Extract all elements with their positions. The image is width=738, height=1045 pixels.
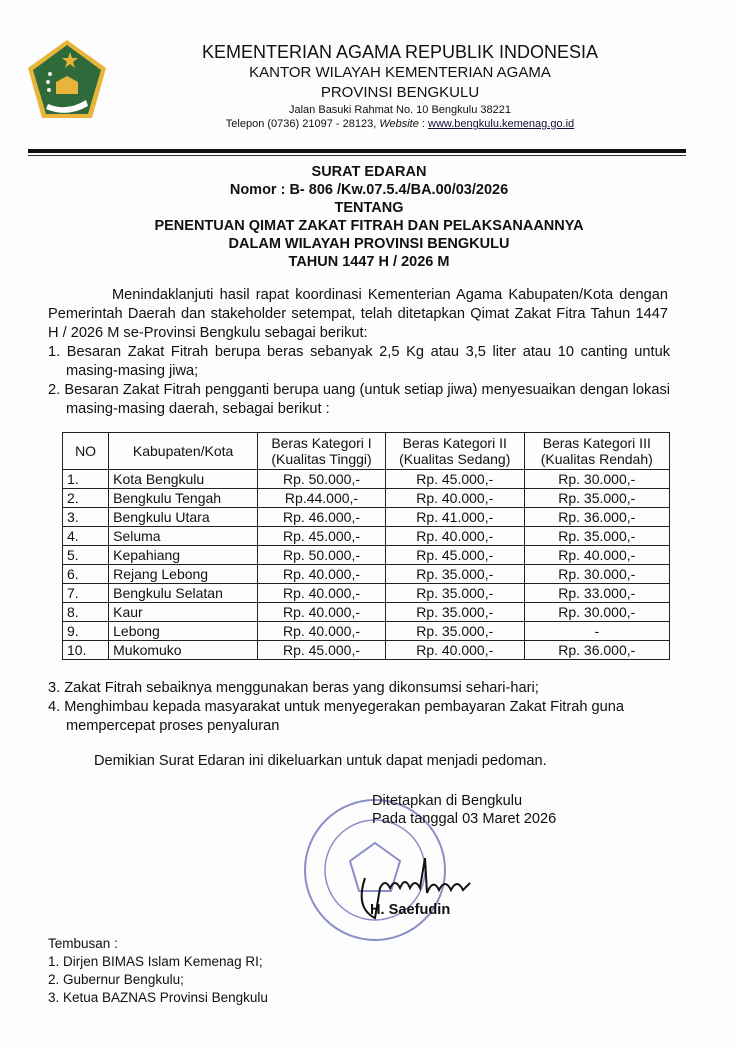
signatory-name: H. Saefudin	[370, 902, 451, 918]
zakat-rate-table	[62, 432, 670, 660]
rate-cell: Rp. 35.000,-	[524, 489, 669, 508]
rate-cell: Rp. 40.000,-	[385, 641, 524, 660]
doc-subject-3: TAHUN 1447 H / 2026 M	[288, 254, 450, 270]
ministry-logo	[26, 38, 108, 122]
rate-cell: Rp. 45.000,-	[258, 527, 386, 546]
rate-cell: Rp. 35.000,-	[385, 584, 524, 603]
regency-name: Kepahiang	[109, 546, 258, 565]
rate-cell: Rp. 30.000,-	[524, 470, 669, 489]
rate-cell: Rp. 40.000,-	[258, 584, 386, 603]
letterhead-office: KANTOR WILAYAH KEMENTERIAN AGAMA	[249, 64, 551, 81]
point-1: 1. Besaran Zakat Fitrah berupa beras sebanyak 2,5 Kg atau 3,5 liter atau 10 canting untuk masing-masing jiwa;	[48, 344, 670, 379]
row-number: 1.	[63, 470, 109, 489]
intro-paragraph: Menindaklanjuti hasil rapat koordinasi Kementerian Agama Kabupaten/Kota dengan Pemerintah Daerah dan stakeholder setempat, telah ditetapkan Qimat Zakat Fitra Tahun 1447 H / 2026 M se-Provinsi Bengkulu sebagai berikut:	[48, 287, 668, 341]
website-label: Website	[379, 118, 419, 130]
table-row	[63, 508, 670, 527]
regency-name: Rejang Lebong	[109, 565, 258, 584]
rate-cell: Rp. 50.000,-	[258, 546, 386, 565]
regency-name: Bengkulu Utara	[109, 508, 258, 527]
rate-cell: Rp. 50.000,-	[258, 470, 386, 489]
rate-cell: Rp. 35.000,-	[524, 527, 669, 546]
carbon-copy	[48, 935, 268, 1007]
letterhead-province: PROVINSI BENGKULU	[320, 84, 480, 101]
regency-name: Bengkulu Tengah	[109, 489, 258, 508]
table-row	[63, 546, 670, 565]
row-number: 6.	[63, 565, 109, 584]
rate-cell: Rp. 40.000,-	[385, 527, 524, 546]
regency-name: Kaur	[109, 603, 258, 622]
cc-label: Tembusan :	[48, 936, 118, 951]
regency-name: Bengkulu Selatan	[109, 584, 258, 603]
rate-cell: Rp. 35.000,-	[385, 603, 524, 622]
table-row	[63, 622, 670, 641]
rate-cell: Rp. 35.000,-	[385, 622, 524, 641]
signing-date: Pada tanggal 03 Maret 2026	[372, 811, 557, 827]
rate-cell: Rp. 33.000,-	[524, 584, 669, 603]
doc-subject-2: DALAM WILAYAH PROVINSI BENGKULU	[228, 236, 510, 252]
rate-cell: Rp.44.000,-	[258, 489, 386, 508]
point-2: 2. Besaran Zakat Fitrah pengganti berupa uang (untuk setiap jiwa) menyesuaikan dengan lokasi masing-masing daerah, sebagai berikut :	[48, 382, 670, 417]
table-row	[63, 641, 670, 660]
rate-cell: Rp. 40.000,-	[258, 603, 386, 622]
point-4: 4. Menghimbau kepada masyarakat untuk menyegerakan pembayaran Zakat Fitrah guna mempercepat proses penyaluran	[48, 699, 624, 734]
rate-cell: Rp. 36.000,-	[524, 641, 669, 660]
regency-name: Seluma	[109, 527, 258, 546]
column-header: NO	[63, 433, 109, 470]
phone: Telepon (0736) 21097 - 28123,	[225, 118, 380, 130]
table-row	[63, 527, 670, 546]
table-row	[63, 470, 670, 489]
column-header: Beras Kategori II (Kualitas Sedang)	[385, 433, 524, 470]
row-number: 8.	[63, 603, 109, 622]
regency-name: Mukomuko	[109, 641, 258, 660]
cc-item: 3. Ketua BAZNAS Provinsi Bengkulu	[48, 990, 268, 1005]
row-number: 3.	[63, 508, 109, 527]
rate-cell: Rp. 40.000,-	[524, 546, 669, 565]
regency-name: Kota Bengkulu	[109, 470, 258, 489]
letterhead-ministry: KEMENTERIAN AGAMA REPUBLIK INDONESIA	[201, 42, 599, 62]
column-header: Beras Kategori I (Kualitas Tinggi)	[258, 433, 386, 470]
website-link[interactable]: www.bengkulu.kemenag.go.id	[428, 118, 575, 130]
letterhead-rule-thin	[28, 155, 686, 156]
rate-cell: Rp. 41.000,-	[385, 508, 524, 527]
rate-cell: -	[524, 622, 669, 641]
signing-place: Ditetapkan di Bengkulu	[372, 793, 523, 809]
rate-cell: Rp. 30.000,-	[524, 603, 669, 622]
cc-item: 1. Dirjen BIMAS Islam Kemenag RI;	[48, 954, 263, 969]
rate-cell: Rp. 45.000,-	[385, 470, 524, 489]
rate-cell: Rp. 45.000,-	[258, 641, 386, 660]
column-header: Beras Kategori III (Kualitas Rendah)	[524, 433, 669, 470]
rate-cell: Rp. 45.000,-	[385, 546, 524, 565]
rate-cell: Rp. 40.000,-	[258, 565, 386, 584]
table-row	[63, 603, 670, 622]
table-row	[63, 565, 670, 584]
doc-subject-1: PENENTUAN QIMAT ZAKAT FITRAH DAN PELAKSANAANNYA	[154, 218, 584, 234]
closing-statement: Demikian Surat Edaran ini dikeluarkan untuk dapat menjadi pedoman.	[94, 753, 547, 769]
row-number: 7.	[63, 584, 109, 603]
rate-cell: Rp. 40.000,-	[258, 622, 386, 641]
rate-cell: Rp. 35.000,-	[385, 565, 524, 584]
doc-about: TENTANG	[334, 200, 404, 216]
doc-number: Nomor : B- 806 /Kw.07.5.4/BA.00/03/2026	[229, 182, 509, 198]
point-3: 3. Zakat Fitrah sebaiknya menggunakan beras yang dikonsumsi sehari-hari;	[48, 680, 539, 696]
row-number: 4.	[63, 527, 109, 546]
row-number: 5.	[63, 546, 109, 565]
regency-name: Lebong	[109, 622, 258, 641]
rate-cell: Rp. 36.000,-	[524, 508, 669, 527]
table-row	[63, 584, 670, 603]
column-header: Kabupaten/Kota	[109, 433, 258, 470]
table-row	[63, 489, 670, 508]
cc-item: 2. Gubernur Bengkulu;	[48, 972, 184, 987]
doc-type: SURAT EDARAN	[311, 164, 427, 180]
rate-cell: Rp. 46.000,-	[258, 508, 386, 527]
letterhead-rule	[28, 149, 686, 153]
letterhead-address: Jalan Basuki Rahmat No. 10 Bengkulu 38221	[289, 104, 511, 116]
row-number: 9.	[63, 622, 109, 641]
row-number: 10.	[63, 641, 109, 660]
rate-cell: Rp. 40.000,-	[385, 489, 524, 508]
rate-cell: Rp. 30.000,-	[524, 565, 669, 584]
separator: :	[418, 118, 429, 130]
row-number: 2.	[63, 489, 109, 508]
letterhead-contact	[120, 118, 680, 130]
